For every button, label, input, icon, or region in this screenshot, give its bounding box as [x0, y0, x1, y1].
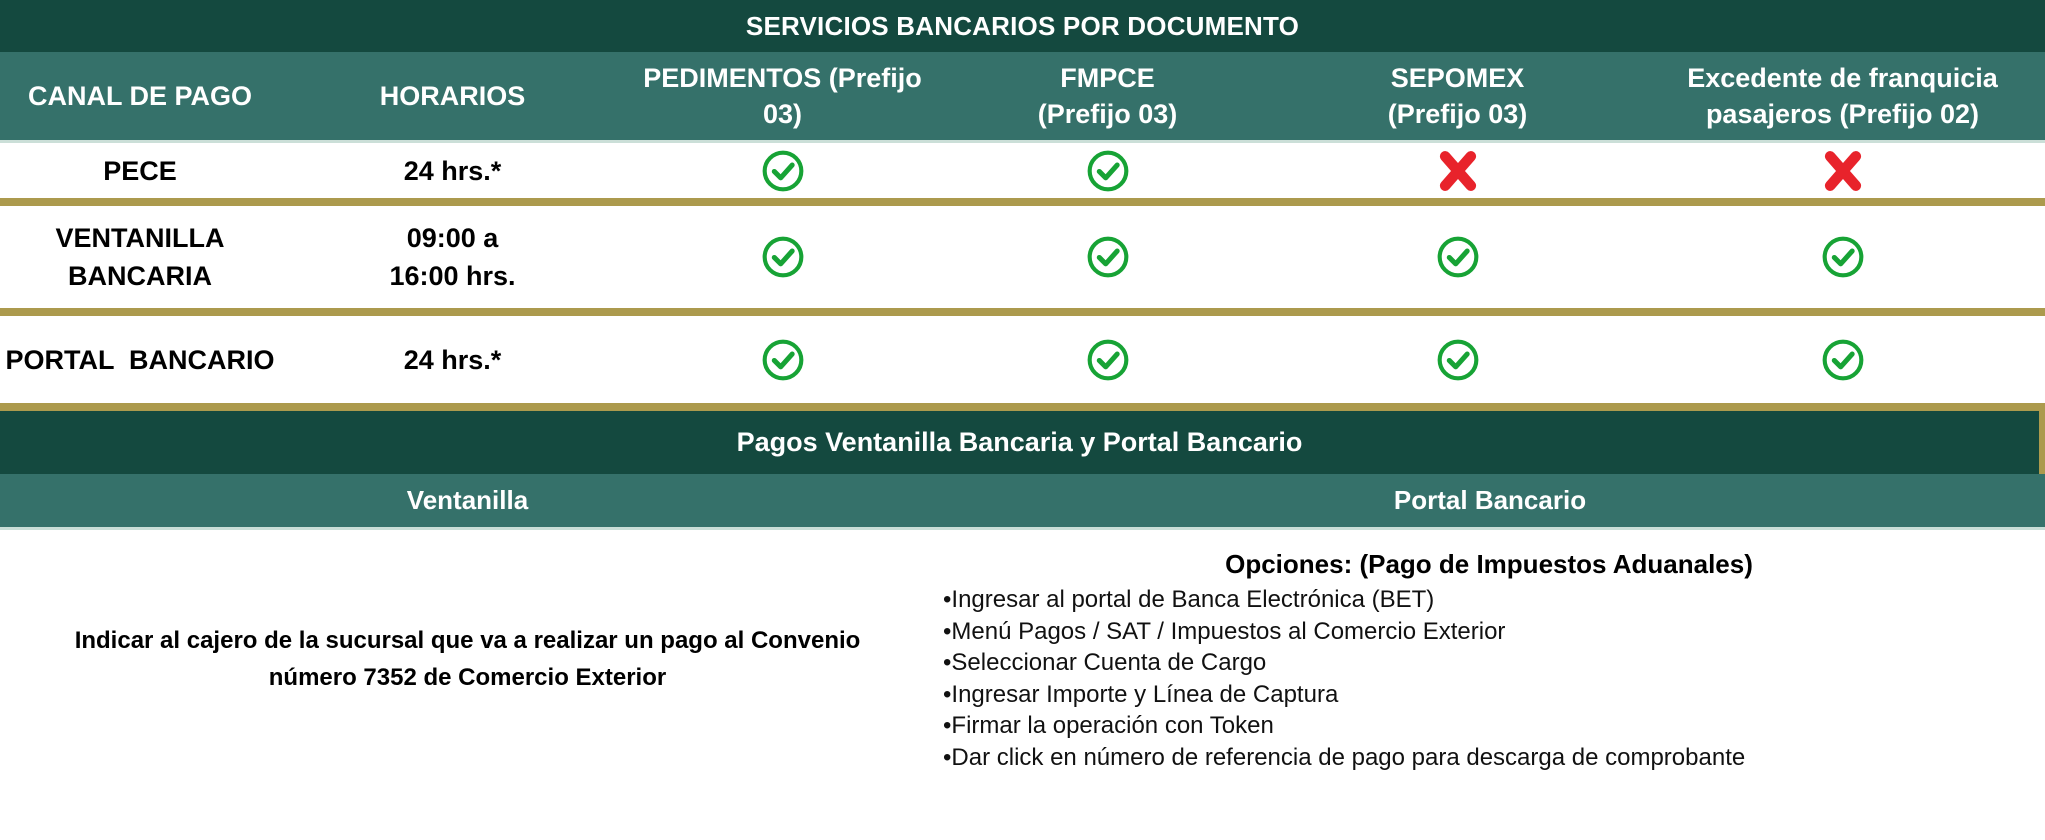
column-header-excedente-franquicia [1640, 52, 2045, 140]
status-cell [940, 206, 1275, 308]
ventanilla-instructions: Indicar al cajero de la sucursal que va a realizar un pago al Convenio número 7352 de Comercio Exterior [74, 627, 861, 691]
column-header-label: Excedente de franquicia [1687, 63, 1998, 93]
column-header-label: Ventanilla [406, 485, 529, 515]
gold-divider [0, 308, 2045, 316]
section-subheader-row [0, 474, 2045, 530]
check-icon [1435, 234, 1481, 280]
column-header-ventanilla [0, 474, 935, 527]
horario-cell [280, 316, 625, 403]
status-cell [1275, 206, 1640, 308]
column-header-canal-de-pago [0, 52, 280, 140]
column-header-portal-bancario [935, 474, 2045, 527]
column-header-label: FMPCE [1060, 63, 1155, 93]
column-header-sepomex [1275, 52, 1640, 140]
check-icon [760, 337, 806, 383]
status-cell [940, 316, 1275, 403]
check-icon [760, 234, 806, 280]
table-row-portal-bancario [0, 316, 2045, 403]
section-content [0, 530, 2045, 840]
canal-label: PORTAL BANCARIO [5, 344, 275, 375]
check-icon [1435, 337, 1481, 383]
canal-label: PECE [103, 155, 177, 186]
portal-step: •Firmar la operación con Token [943, 712, 1274, 739]
check-icon [1085, 148, 1131, 194]
column-header-label: (Prefijo 03) [1037, 99, 1178, 129]
table-title-bar [0, 0, 2045, 52]
column-header-label: Portal Bancario [1393, 485, 1587, 515]
portal-steps-list [943, 584, 2035, 773]
ventanilla-column [0, 530, 935, 840]
horario-cell [280, 143, 625, 198]
cross-icon [1435, 148, 1481, 194]
status-cell [940, 143, 1275, 198]
portal-bancario-column [935, 530, 2045, 840]
canal-cell [0, 206, 280, 308]
portal-step: •Menú Pagos / SAT / Impuestos al Comercio Exterior [943, 617, 1506, 645]
status-cell [1275, 316, 1640, 403]
column-header-label: SEPOMEX [1390, 63, 1525, 93]
portal-options-heading: Opciones: (Pago de Impuestos Aduanales) [1225, 549, 1753, 579]
status-cell [625, 316, 940, 403]
horario-label: 09:00 a [406, 223, 499, 253]
status-cell [625, 206, 940, 308]
horario-label: 24 hrs.* [403, 155, 502, 186]
canal-label: VENTANILLA [55, 223, 225, 253]
column-header-fmpce [940, 52, 1275, 140]
portal-step: •Seleccionar Cuenta de Cargo [943, 649, 1267, 676]
column-header-label: CANAL DE PAGO [27, 81, 252, 111]
status-cell [625, 143, 940, 198]
cross-icon [1820, 148, 1866, 194]
check-icon [1085, 337, 1131, 383]
check-icon [1820, 337, 1866, 383]
horario-label: 16:00 hrs. [389, 261, 516, 291]
table-row-ventanilla-bancaria [0, 206, 2045, 308]
portal-step: •Dar click en número de referencia de pago para descarga de comprobante [943, 743, 1746, 771]
canal-cell [0, 143, 280, 198]
status-cell [1640, 316, 2045, 403]
column-header-pedimentos [625, 52, 940, 140]
check-icon [1820, 234, 1866, 280]
horario-label: 24 hrs.* [403, 344, 502, 375]
table-header-row [0, 52, 2045, 143]
canal-label: BANCARIA [68, 261, 212, 291]
status-cell [1640, 206, 2045, 308]
column-header-label: (Prefijo 03) [1387, 99, 1528, 129]
check-icon [1085, 234, 1131, 280]
column-header-label: PEDIMENTOS (Prefijo [643, 63, 922, 93]
gold-divider [0, 198, 2045, 206]
column-header-horarios [280, 52, 625, 140]
check-icon [760, 148, 806, 194]
table-title: SERVICIOS BANCARIOS POR DOCUMENTO [745, 10, 1300, 41]
canal-cell [0, 316, 280, 403]
column-header-label: 03) [762, 99, 803, 129]
horario-cell [280, 206, 625, 308]
status-cell [1640, 143, 2045, 198]
section-title-bar [0, 403, 2045, 474]
column-header-label: pasajeros (Prefijo 02) [1705, 99, 1980, 129]
status-cell [1275, 143, 1640, 198]
portal-step: •Ingresar al portal de Banca Electrónica (BET) [943, 586, 1435, 613]
section-title: Pagos Ventanilla Bancaria y Portal Bancario [736, 427, 1303, 457]
table-row-pece [0, 143, 2045, 198]
column-header-label: HORARIOS [379, 81, 526, 111]
portal-step: •Ingresar Importe y Línea de Captura [943, 680, 1339, 708]
